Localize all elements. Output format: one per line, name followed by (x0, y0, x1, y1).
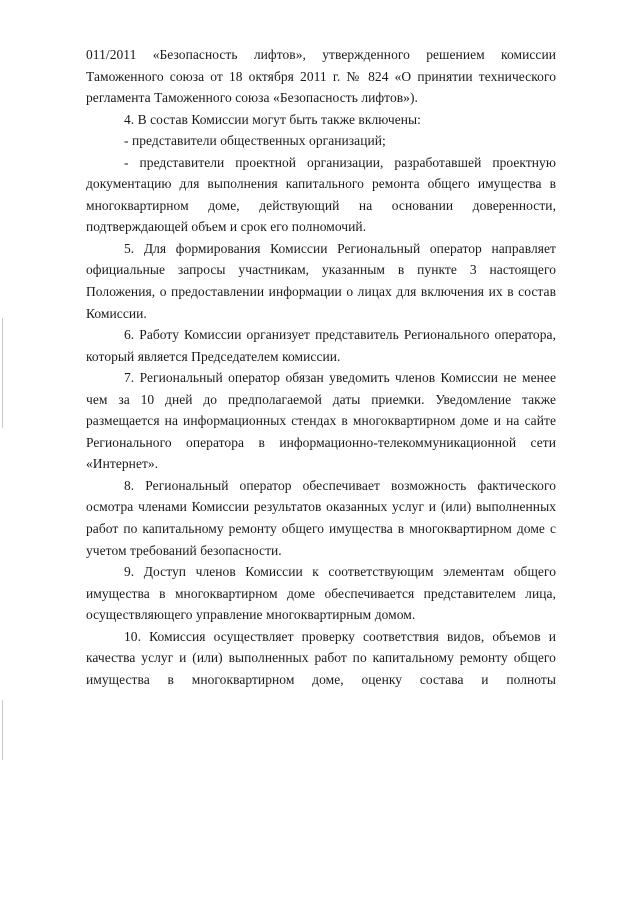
document-body (86, 44, 556, 690)
paragraph-item-9: 9. Доступ членов Комиссии к соответствующим элементам общего имущества в многоквартирном доме обеспечивается представителем лица, осуществляющего управление многоквартирным домом. (86, 564, 556, 623)
paragraph-item-4: 4. В состав Комиссии могут быть также включены: (124, 111, 421, 127)
list-item-design-organization: - представители проектной организации, разработавшей проектную документацию для выполнения капитального ремонта общего имущества в многоквартирном доме, действующий на основании доверенности, подтверждающей объем и срок его полномочий. (86, 154, 556, 235)
scan-edge-mark (2, 700, 3, 760)
paragraph-item-7: 7. Региональный оператор обязан уведомить членов Комиссии не менее чем за 10 дней до предполагаемой даты приемки. Уведомление также размещается на информационных стендах в многоквартирном доме и на сайте Регионального оператора в информационно-телекоммуникационной сети «Интернет». (86, 370, 556, 472)
paragraph-item-5: 5. Для формирования Комиссии Региональный оператор направляет официальные запросы участникам, указанным в пункте 3 настоящего Положения, о предоставлении информации о лицах для включения их в состав Комиссии. (86, 240, 556, 321)
paragraph-item-6: 6. Работу Комиссии организует представитель Регионального оператора, который является Председателем комиссии. (86, 327, 556, 364)
paragraph-continuation: 011/2011 «Безопасность лифтов», утвержденного решением комиссии Таможенного союза от 18 октября 2011 г. № 824 «О принятии технического регламента Таможенного союза «Безопасность лифтов»). (86, 47, 556, 106)
scan-edge-mark (2, 318, 3, 428)
paragraph-item-8: 8. Региональный оператор обеспечивает возможность фактического осмотра членами Комиссии результатов оказанных услуг и (или) выполненных работ по капитальному ремонту общего имущества в многоквартирном доме с учетом требований безопасности. (86, 477, 556, 558)
paragraph-item-10: 10. Комиссия осуществляет проверку соответствия видов, объемов и качества услуг и (или) выполненных работ по капитальному ремонту общего имущества в многоквартирном доме, оценку состава и полноты (86, 628, 556, 687)
list-item-public-organizations: - представители общественных организаций; (124, 133, 386, 149)
